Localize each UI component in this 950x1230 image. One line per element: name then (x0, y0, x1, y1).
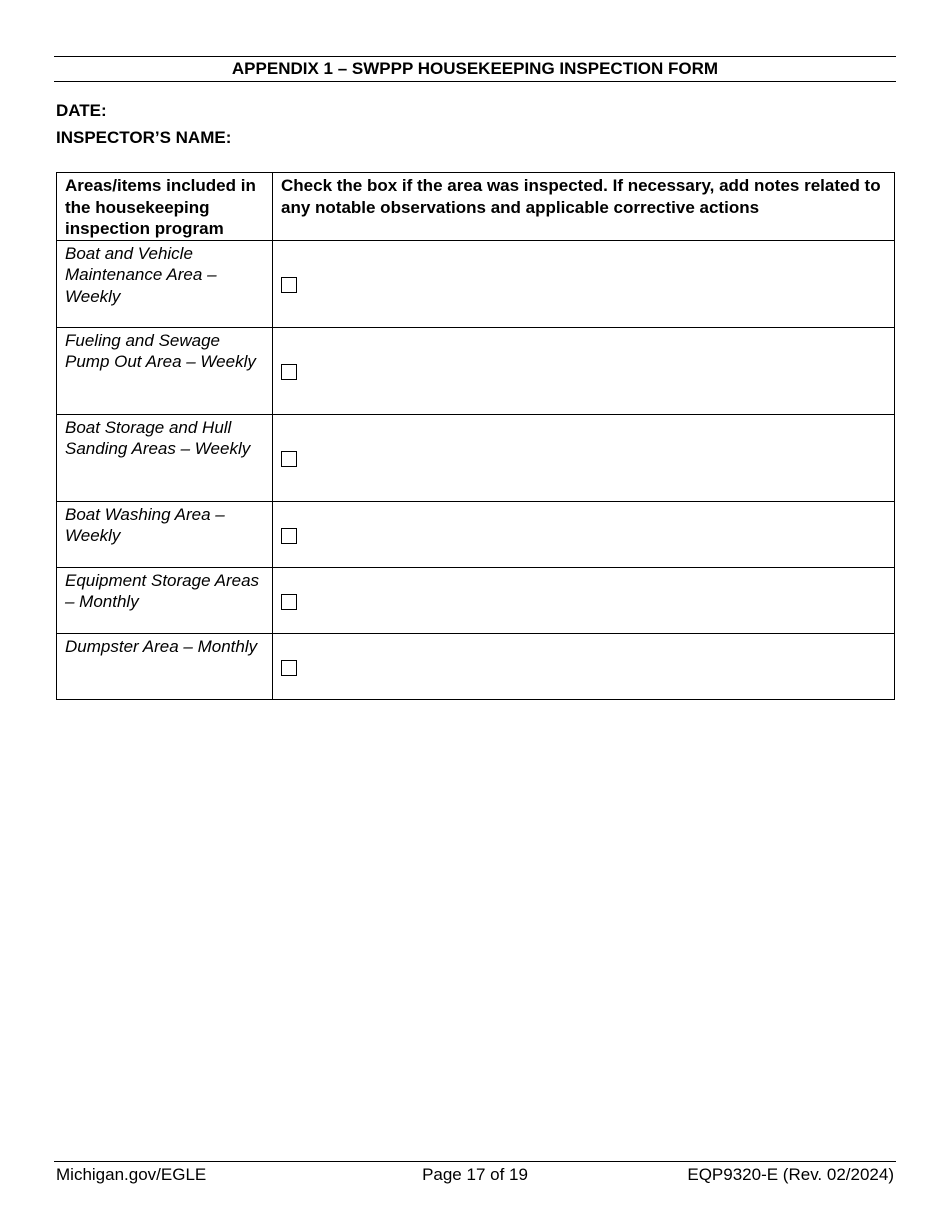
area-label: Boat Washing Area – Weekly (57, 501, 273, 567)
inspected-checkbox[interactable] (281, 660, 297, 676)
table-row (57, 327, 895, 414)
inspector-name-label: INSPECTOR’S NAME: (56, 128, 232, 147)
area-label: Equipment Storage Areas – Monthly (57, 567, 273, 633)
inspected-checkbox[interactable] (281, 277, 297, 293)
footer-form-id: EQP9320-E (Rev. 02/2024) (687, 1165, 894, 1184)
area-label: Boat Storage and Hull Sanding Areas – Weekly (57, 414, 273, 501)
notes-cell[interactable] (273, 414, 895, 501)
form-title: APPENDIX 1 – SWPPP HOUSEKEEPING INSPECTION FORM (54, 56, 896, 82)
areas-column-header: Areas/items included in the housekeeping inspection program (57, 173, 273, 241)
inspected-checkbox[interactable] (281, 451, 297, 467)
notes-cell[interactable] (273, 633, 895, 699)
notes-cell[interactable] (273, 240, 895, 327)
check-column-header: Check the box if the area was inspected. If necessary, add notes related to any notable observations and applicable corrective actions (273, 173, 895, 241)
notes-cell[interactable] (273, 567, 895, 633)
inspection-table (56, 172, 895, 700)
footer-page-number: Page 17 of 19 (422, 1165, 528, 1184)
area-label: Boat and Vehicle Maintenance Area – Weekly (57, 240, 273, 327)
inspected-checkbox[interactable] (281, 364, 297, 380)
area-label: Dumpster Area – Monthly (57, 633, 273, 699)
notes-cell[interactable] (273, 327, 895, 414)
inspected-checkbox[interactable] (281, 528, 297, 544)
table-row (57, 240, 895, 327)
table-row (57, 633, 895, 699)
page-footer (54, 1161, 896, 1188)
notes-cell[interactable] (273, 501, 895, 567)
table-header-row (57, 173, 895, 241)
table-row (57, 567, 895, 633)
footer-website: Michigan.gov/EGLE (56, 1165, 207, 1184)
table-row (57, 414, 895, 501)
inspected-checkbox[interactable] (281, 594, 297, 610)
area-label: Fueling and Sewage Pump Out Area – Weekly (57, 327, 273, 414)
table-row (57, 501, 895, 567)
date-label: DATE: (56, 101, 107, 120)
